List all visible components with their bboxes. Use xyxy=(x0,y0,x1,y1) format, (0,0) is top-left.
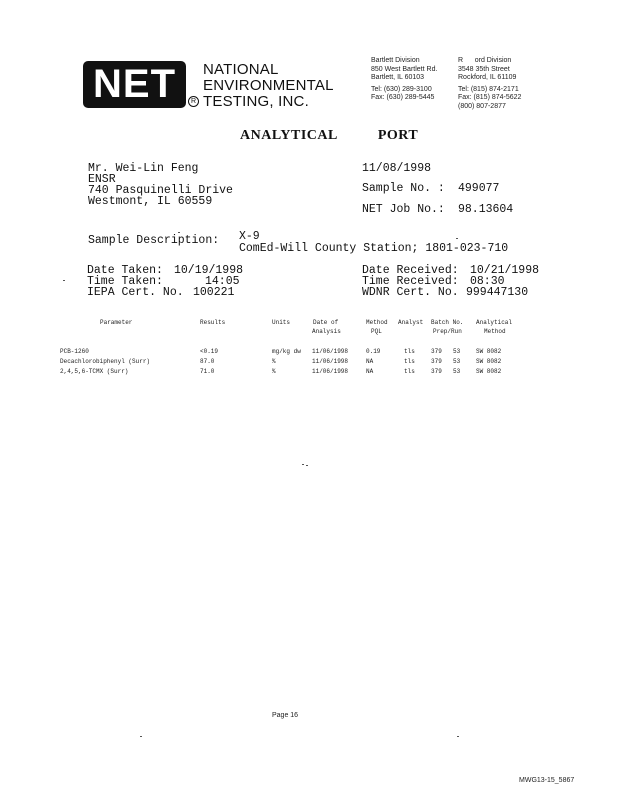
cell-parameter: PCB-1260 xyxy=(60,348,89,355)
report-title-right: PORT xyxy=(377,128,419,143)
cell-date: 11/06/1998 xyxy=(312,348,349,355)
cell-method: SW 8082 xyxy=(476,348,502,355)
document-id: MWG13-15_5867 xyxy=(519,777,575,784)
net-logo xyxy=(83,61,186,108)
time-taken-label: Time Taken: xyxy=(87,275,163,288)
cell-result: 87.0 xyxy=(200,358,215,365)
time-received: 08:30 xyxy=(470,275,505,288)
rockford-line: (800) 807-2877 xyxy=(458,102,506,110)
wdnr-label: WDNR Cert. No. xyxy=(362,286,459,299)
scan-speck xyxy=(178,232,180,233)
rockford-address xyxy=(458,57,521,111)
sample-no: 499077 xyxy=(458,182,500,195)
time-taken: 14:05 xyxy=(205,275,240,288)
scan-speck xyxy=(302,464,304,465)
header-method-2: Method xyxy=(484,328,506,335)
iepa-no: 100221 xyxy=(193,286,235,299)
date-received: 10/21/1998 xyxy=(470,264,540,277)
logo-text: NET xyxy=(93,62,176,106)
client-company: ENSR xyxy=(88,173,116,186)
iepa-label: IEPA Cert. No. xyxy=(87,286,184,299)
job-no: 98.13604 xyxy=(458,203,514,216)
company-name-line2: ENVIRONMENTAL xyxy=(203,77,334,94)
cell-date: 11/06/1998 xyxy=(312,358,349,365)
bartlett-line: Tel: (630) 289-3100 xyxy=(371,85,432,93)
bartlett-line: Bartlett, IL 60103 xyxy=(371,74,425,81)
cell-analyst: tls xyxy=(404,368,415,375)
scan-speck xyxy=(456,238,458,239)
header-units: Units xyxy=(272,319,291,326)
report-title xyxy=(240,128,418,144)
header-analytical: Analytical xyxy=(476,319,513,326)
cell-date: 11/06/1998 xyxy=(312,368,349,375)
cell-units: % xyxy=(272,368,276,375)
date-taken: 10/19/1998 xyxy=(174,264,244,277)
job-no-label: NET Job No.: xyxy=(362,203,445,216)
cell-analyst: tls xyxy=(404,358,415,365)
wdnr-no: 999447130 xyxy=(466,286,529,299)
cell-prep: 379 xyxy=(431,358,442,365)
header-analysis: Analysis xyxy=(312,328,341,335)
header-results: Results xyxy=(200,319,226,326)
cell-method: SW 8082 xyxy=(476,368,502,375)
date-received-label: Date Received: xyxy=(362,264,459,277)
cell-units: % xyxy=(272,358,276,365)
bartlett-line: 850 West Bartlett Rd. xyxy=(371,65,438,73)
header-parameter: Parameter xyxy=(100,319,133,326)
report-title-left: ANALYTICAL xyxy=(240,128,338,143)
cell-pql: NA xyxy=(366,368,374,375)
cell-analyst: tls xyxy=(404,348,415,355)
cell-pql: NA xyxy=(366,358,374,365)
cell-prep: 379 xyxy=(431,348,442,355)
cell-run: 53 xyxy=(453,368,461,375)
scan-speck xyxy=(306,465,308,466)
cell-result: <0.19 xyxy=(200,348,219,355)
company-name-line3: TESTING, INC. xyxy=(203,93,309,110)
report-date: 11/08/1998 xyxy=(362,162,432,175)
page-number: Page 16 xyxy=(272,712,299,719)
company-name-line1: NATIONAL xyxy=(203,61,279,78)
cell-pql: 0.19 xyxy=(366,348,381,355)
bartlett-line: Bartlett Division xyxy=(371,57,420,64)
header-method: Method xyxy=(366,319,388,326)
header-analyst: Analyst xyxy=(398,319,424,326)
sample-description-line2: ComEd-Will County Station; 1801-023-710 xyxy=(239,242,509,255)
cell-run: 53 xyxy=(453,358,461,365)
rockford-line: Tel: (815) 874-2171 xyxy=(458,85,519,93)
rockford-line: Fax: (815) 874-5622 xyxy=(458,94,522,101)
sample-description-line1: X-9 xyxy=(239,230,260,243)
registered-mark-icon: R xyxy=(188,96,199,107)
client-name: Mr. Wei-Lin Feng xyxy=(88,162,199,175)
cell-parameter: 2,4,5,6-TCMX (Surr) xyxy=(60,368,129,375)
header-date-of: Date of xyxy=(313,319,339,326)
client-city: Westmont, IL 60559 xyxy=(88,195,213,208)
cell-prep: 379 xyxy=(431,368,442,375)
header-pql: PQL xyxy=(371,328,382,335)
rockford-line: Rockford, IL 61109 xyxy=(458,74,517,81)
scan-speck xyxy=(63,280,65,281)
bartlett-address xyxy=(371,57,437,103)
bartlett-line: Fax: (630) 289-5445 xyxy=(371,94,435,101)
cell-units: mg/kg dw xyxy=(272,348,301,355)
rockford-line: 3548 35th Street xyxy=(458,65,510,73)
scan-speck xyxy=(457,736,459,737)
cell-result: 71.0 xyxy=(200,368,215,375)
scan-speck xyxy=(140,736,142,737)
header-prep-run: Prep/Run xyxy=(433,328,462,335)
sample-no-label: Sample No. : xyxy=(362,182,445,195)
date-taken-label: Date Taken: xyxy=(87,264,163,277)
sample-description-label: Sample Description: xyxy=(88,234,220,247)
time-received-label: Time Received: xyxy=(362,275,459,288)
cell-parameter: Decachlorobiphenyl (Surr) xyxy=(60,358,151,365)
rockford-line: R ord Division xyxy=(458,57,512,64)
header-batch-no: Batch No. xyxy=(431,319,464,326)
cell-method: SW 8082 xyxy=(476,358,502,365)
client-street: 740 Pasquinelli Drive xyxy=(88,184,233,197)
cell-run: 53 xyxy=(453,348,461,355)
